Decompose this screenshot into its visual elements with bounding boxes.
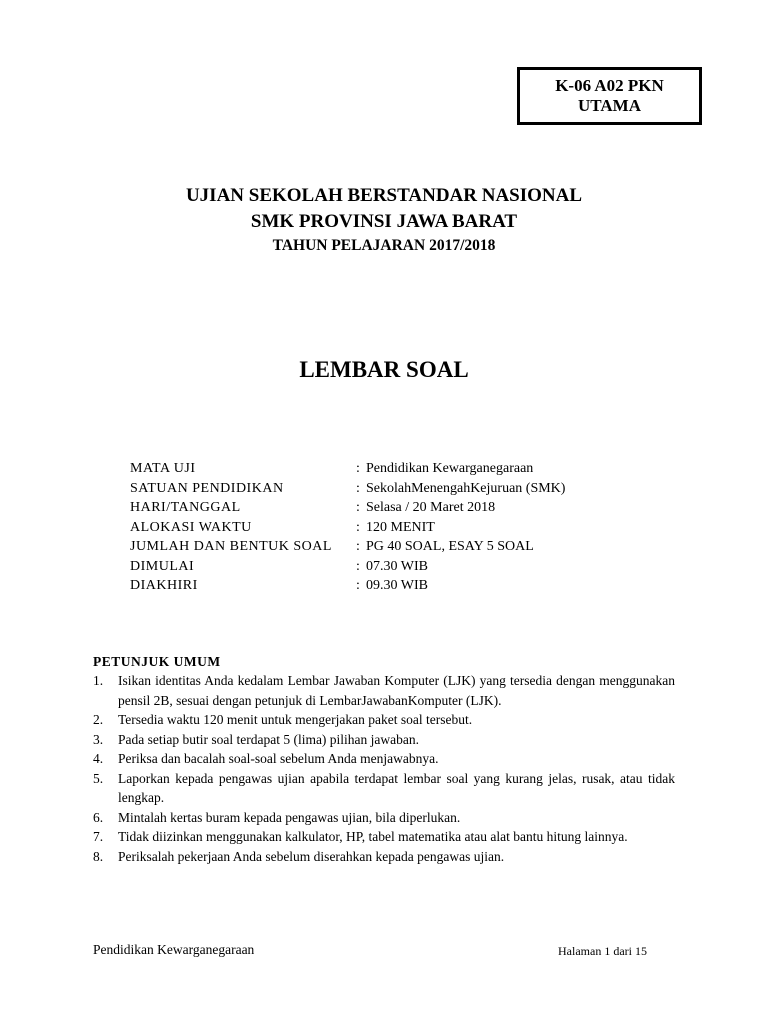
instruction-number: 1. xyxy=(93,673,104,688)
info-row-date xyxy=(130,498,565,518)
exam-code-box xyxy=(517,67,702,125)
footer-subject: Pendidikan Kewarganegaraan xyxy=(93,942,255,957)
instruction-number: 5. xyxy=(93,770,104,786)
instruction-item xyxy=(93,769,675,808)
exam-title-line1: UJIAN SEKOLAH BERSTANDAR NASIONAL xyxy=(185,185,583,206)
instruction-item xyxy=(93,671,675,710)
instruction-item xyxy=(93,710,675,730)
instruction-item xyxy=(93,808,675,828)
info-value: 120 MENIT xyxy=(366,519,435,535)
info-label: DIMULAI xyxy=(130,558,195,574)
instruction-text: Isikan identitas Anda kedalam Lembar Jawaban Komputer (LJK) yang tersedia dengan menggunakan pensil 2B, sesuai dengan petunjuk di LembarJawabanKomputer (LJK). xyxy=(118,673,675,708)
info-value: SekolahMenengahKejuruan (SMK) xyxy=(366,480,566,496)
instruction-text: Pada setiap butir soal terdapat 5 (lima) pilihan jawaban. xyxy=(118,731,420,747)
instruction-item xyxy=(93,749,675,769)
info-colon: : xyxy=(356,461,360,476)
page-number: Halaman 1 dari 15 xyxy=(558,944,647,958)
instruction-number: 4. xyxy=(93,751,104,766)
page-title: LEMBAR SOAL xyxy=(299,357,469,382)
info-colon: : xyxy=(356,578,360,593)
info-colon: : xyxy=(356,558,360,574)
info-label: HARI/TANGGAL xyxy=(130,500,241,515)
exam-info-table xyxy=(130,459,565,596)
info-label: JUMLAH DAN BENTUK SOAL xyxy=(130,539,332,554)
info-value: PG 40 SOAL, ESAY 5 SOAL xyxy=(366,539,534,554)
instructions-list xyxy=(93,671,675,866)
info-row-time-allocation xyxy=(130,518,565,538)
info-row-end xyxy=(130,576,565,596)
instruction-number: 3. xyxy=(93,731,104,747)
info-value: 09.30 WIB xyxy=(366,578,428,593)
instruction-number: 2. xyxy=(93,712,104,727)
instruction-number: 7. xyxy=(93,829,104,844)
info-row-question-count xyxy=(130,537,565,557)
instruction-item xyxy=(93,847,675,867)
info-label: ALOKASI WAKTU xyxy=(130,519,252,535)
exam-code: K-06 A02 PKN xyxy=(555,76,664,95)
info-label: DIAKHIRI xyxy=(130,578,198,593)
exam-type: UTAMA xyxy=(578,96,641,115)
info-label: MATA UJI xyxy=(130,461,196,476)
info-colon: : xyxy=(356,539,360,554)
info-value: Selasa / 20 Maret 2018 xyxy=(366,500,496,515)
info-colon: : xyxy=(356,519,360,535)
info-label: SATUAN PENDIDIKAN xyxy=(130,480,284,496)
instruction-number: 8. xyxy=(93,848,104,864)
instruction-text: Mintalah kertas buram kepada pengawas ujian, bila diperlukan. xyxy=(118,809,461,825)
instruction-text: Tersedia waktu 120 menit untuk mengerjakan paket soal tersebut. xyxy=(118,712,473,727)
instruction-text: Periksa dan bacalah soal-soal sebelum Anda menjawabnya. xyxy=(118,751,439,766)
instruction-item xyxy=(93,730,675,750)
info-value: 07.30 WIB xyxy=(366,558,428,574)
info-row-subject xyxy=(130,459,565,479)
exam-title-line2: SMK PROVINSI JAWA BARAT xyxy=(250,211,518,232)
info-colon: : xyxy=(356,500,360,515)
instruction-number: 6. xyxy=(93,809,104,825)
instruction-item xyxy=(93,827,675,847)
instruction-text: Periksalah pekerjaan Anda sebelum diserahkan kepada pengawas ujian. xyxy=(118,848,505,864)
academic-year: TAHUN PELAJARAN 2017/2018 xyxy=(272,237,496,254)
info-row-start xyxy=(130,557,565,577)
instruction-text: Laporkan kepada pengawas ujian apabila terdapat lembar soal yang kurang jelas, rusak, atau tidak lengkap. xyxy=(118,770,675,805)
info-value: Pendidikan Kewarganegaraan xyxy=(366,461,534,476)
instructions-heading: PETUNJUK UMUM xyxy=(93,654,221,669)
instruction-text: Tidak diizinkan menggunakan kalkulator, HP, tabel matematika atau alat bantu hitung lainnya. xyxy=(118,829,628,844)
info-colon: : xyxy=(356,480,360,496)
info-row-education-unit xyxy=(130,479,565,499)
